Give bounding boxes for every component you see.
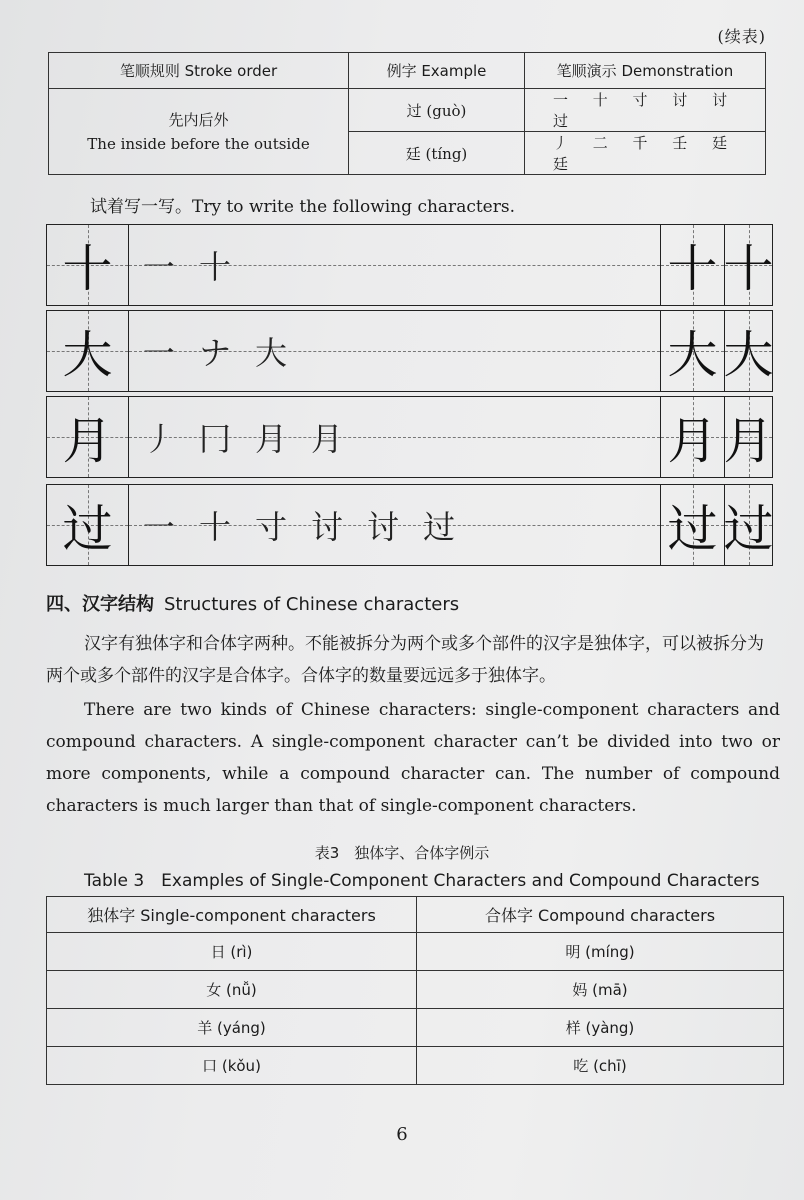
stroke-sequence (129, 397, 367, 477)
trace-char: 十 (723, 240, 774, 298)
single-char-cell: 日 (rì) (47, 933, 417, 971)
stroke-step: 丿 (143, 420, 176, 458)
header-stroke-order: 笔顺规则 Stroke order (49, 53, 349, 89)
header-single-component: 独体字 Single-component characters (47, 897, 417, 933)
compound-char-cell: 吃 (chī) (417, 1047, 784, 1085)
stroke-sequence-cell (129, 397, 661, 477)
compound-char-cell: 明 (míng) (417, 933, 784, 971)
practice-row (46, 484, 773, 566)
stroke-step: 过 (423, 508, 456, 546)
trace-cell (725, 485, 772, 565)
component-table (46, 896, 784, 1085)
stroke-step: 十 (199, 508, 232, 546)
paragraph-chinese: 汉字有独体字和合体字两种。不能被拆分为两个或多个部件的汉字是独体字，可以被拆分为两个或多个部件的汉字是合体字。合体字的数量要远远多于独体字。 (46, 634, 764, 686)
stroke-step: 月 (255, 420, 288, 458)
table-caption-english: Table 3 Examples of Single-Component Characters and Compound Characters (84, 871, 760, 891)
stroke-step: 大 (255, 334, 288, 372)
table-row (49, 89, 766, 132)
rule-cell (49, 89, 349, 175)
table-row (47, 1009, 784, 1047)
rule-cn: 先内后外 (168, 110, 229, 129)
table-caption-chinese: 表3 独体字、合体字例示 (314, 844, 490, 862)
model-char-cell (47, 225, 129, 305)
model-char-cell (47, 485, 129, 565)
trace-char: 过 (667, 500, 718, 558)
stroke-step: 一 (143, 508, 176, 546)
stroke-step: 一 (143, 248, 176, 286)
model-char-cell (47, 397, 129, 477)
stroke-step: 讨 (311, 508, 344, 546)
header-compound: 合体字 Compound characters (417, 897, 784, 933)
table-header-row (47, 897, 784, 933)
stroke-step: 十 (199, 248, 232, 286)
stroke-step: 寸 (255, 508, 288, 546)
stroke-sequence-cell (129, 485, 661, 565)
model-char: 大 (62, 326, 113, 384)
trace-cell (725, 311, 772, 391)
trace-char: 月 (723, 412, 774, 470)
trace-cell (725, 397, 772, 477)
table-row (47, 971, 784, 1009)
demo-cell: 一 十 寸 讨 讨 过 (525, 89, 766, 132)
single-char-cell: 口 (kǒu) (47, 1047, 417, 1085)
model-char: 十 (62, 240, 113, 298)
demo-cell: 丿 二 千 壬 廷 廷 (525, 132, 766, 175)
stroke-sequence-cell (129, 311, 661, 391)
stroke-sequence (129, 225, 255, 305)
stroke-step: 冂 (199, 420, 232, 458)
stroke-step: 月 (311, 420, 344, 458)
section-number: 四、汉字结构 (46, 594, 154, 615)
section-heading (46, 590, 459, 616)
trace-char: 大 (667, 326, 718, 384)
stroke-sequence (129, 485, 479, 565)
table-header-row (49, 53, 766, 89)
continued-label: (续表) (717, 27, 766, 46)
practice-row (46, 224, 773, 306)
trace-cell (661, 311, 725, 391)
trace-cell (661, 485, 725, 565)
trace-char: 十 (667, 240, 718, 298)
stroke-sequence (129, 311, 311, 391)
practice-row (46, 310, 773, 392)
example-cell: 廷 (tíng) (349, 132, 525, 175)
model-char: 过 (62, 500, 113, 558)
header-example: 例字 Example (349, 53, 525, 89)
stroke-sequence-cell (129, 225, 661, 305)
trace-char: 月 (667, 412, 718, 470)
trace-cell (661, 397, 725, 477)
practice-instruction: 试着写一写。Try to write the following characters. (90, 197, 515, 217)
section-title: Structures of Chinese characters (164, 594, 460, 615)
single-char-cell: 女 (nǚ) (47, 971, 417, 1009)
single-char-cell: 羊 (yáng) (47, 1009, 417, 1047)
practice-row (46, 396, 773, 478)
compound-char-cell: 样 (yàng) (417, 1009, 784, 1047)
stroke-step: ナ (199, 334, 232, 372)
table-row (47, 933, 784, 971)
trace-cell (661, 225, 725, 305)
model-char: 月 (62, 412, 113, 470)
model-char-cell (47, 311, 129, 391)
trace-cell (725, 225, 772, 305)
table-row (47, 1047, 784, 1085)
paragraph-english: There are two kinds of Chinese characters: single-component characters and compound characters. A single-component character can’t be divided into two or more components, while a compound character can. The number of compound characters is much larger than that of single-component characters. (46, 700, 780, 816)
stroke-order-table (48, 52, 766, 175)
header-demonstration: 笔顺演示 Demonstration (525, 53, 766, 89)
example-cell: 过 (guò) (349, 89, 525, 132)
trace-char: 大 (723, 326, 774, 384)
rule-en: The inside before the outside (87, 134, 310, 153)
compound-char-cell: 妈 (mā) (417, 971, 784, 1009)
stroke-step: 一 (143, 334, 176, 372)
page-number: 6 (396, 1124, 408, 1145)
stroke-step: 讨 (367, 508, 400, 546)
trace-char: 过 (723, 500, 774, 558)
